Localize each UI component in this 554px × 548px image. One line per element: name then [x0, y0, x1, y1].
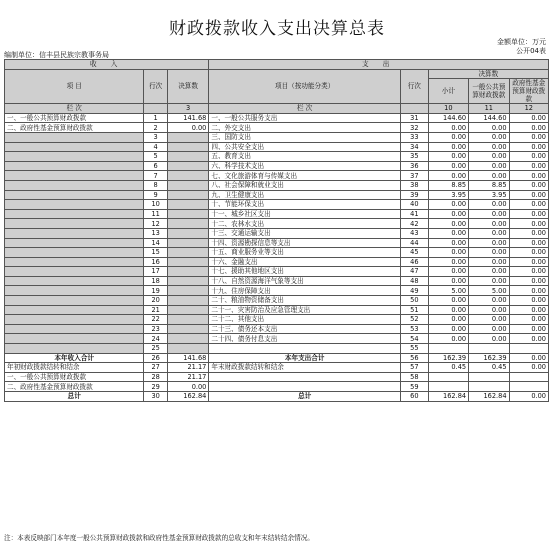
income-line-no: 2 — [144, 123, 167, 133]
expense-line-no: 58 — [400, 372, 428, 382]
expense-line-no: 54 — [400, 334, 428, 344]
expense-general-budget: 0.00 — [469, 219, 509, 229]
col-label-blank-2 — [400, 104, 428, 114]
project-header: 项 目 — [5, 69, 144, 104]
expense-general-budget: 0.00 — [469, 152, 509, 162]
subtotal-header: 小计 — [428, 79, 468, 104]
expense-gov-fund: 0.00 — [509, 257, 548, 267]
table-row — [5, 305, 549, 315]
expense-subtotal: 0.00 — [428, 219, 468, 229]
expense-subtotal: 162.39 — [428, 353, 468, 363]
income-amount — [167, 238, 209, 248]
expense-general-budget — [469, 382, 509, 392]
income-line-no: 16 — [144, 257, 167, 267]
expense-general-budget: 0.00 — [469, 315, 509, 325]
income-amount — [167, 276, 209, 286]
expense-subtotal: 0.00 — [428, 324, 468, 334]
expense-gov-fund: 0.00 — [509, 315, 548, 325]
expense-item-name: 八、社会保障和就业支出 — [209, 180, 401, 190]
expense-line-no: 48 — [400, 276, 428, 286]
income-line-no: 4 — [144, 142, 167, 152]
income-amount — [167, 142, 209, 152]
table-row — [5, 257, 549, 267]
gov-fund-header: 政府性基金预算财政拨款 — [509, 79, 548, 104]
table-row — [5, 228, 549, 238]
unit-info — [497, 38, 546, 56]
expense-line-no: 37 — [400, 171, 428, 181]
table-row — [5, 334, 549, 344]
table-row — [5, 180, 549, 190]
final-group-header: 决算数 — [428, 69, 548, 79]
income-item-name: 本年收入合计 — [5, 353, 144, 363]
footnote: 注：本表反映部门本年度一般公共预算财政拨款和政府性基金预算财政拨款的总收支和年末结转结余情况。 — [4, 534, 314, 542]
expense-general-budget: 0.00 — [469, 161, 509, 171]
expense-subtotal — [428, 344, 468, 354]
expense-subtotal: 0.00 — [428, 248, 468, 258]
expense-gov-fund: 0.00 — [509, 305, 548, 315]
table-row — [5, 344, 549, 354]
table-row — [5, 209, 549, 219]
expense-line-no: 40 — [400, 200, 428, 210]
table-row — [5, 200, 549, 210]
income-item-name — [5, 200, 144, 210]
income-line-no: 11 — [144, 209, 167, 219]
expense-item-name: 二十、粮油物资储备支出 — [209, 296, 401, 306]
expense-subtotal: 0.00 — [428, 334, 468, 344]
expense-gov-fund: 0.00 — [509, 180, 548, 190]
income-line-no: 19 — [144, 286, 167, 296]
income-amount: 0.00 — [167, 123, 209, 133]
expense-general-budget: 0.00 — [469, 257, 509, 267]
income-item-name: 年初财政拨款结转和结余 — [5, 363, 144, 373]
income-amount: 141.68 — [167, 353, 209, 363]
expense-gov-fund: 0.00 — [509, 353, 548, 363]
expense-general-budget: 0.00 — [469, 296, 509, 306]
table-row — [5, 248, 549, 258]
expense-subtotal: 0.00 — [428, 296, 468, 306]
income-line-no: 13 — [144, 228, 167, 238]
table-row — [5, 161, 549, 171]
expense-subtotal: 5.00 — [428, 286, 468, 296]
income-item-name — [5, 219, 144, 229]
expense-item-name: 二十三、债务还本支出 — [209, 324, 401, 334]
expense-item-name: 七、文化旅游体育与传媒支出 — [209, 171, 401, 181]
expense-subtotal — [428, 382, 468, 392]
income-line-no: 3 — [144, 132, 167, 142]
income-amount — [167, 344, 209, 354]
income-line-no: 17 — [144, 267, 167, 277]
expense-item-name: 十二、农林水支出 — [209, 219, 401, 229]
expense-gov-fund: 0.00 — [509, 123, 548, 133]
expense-subtotal: 0.00 — [428, 123, 468, 133]
income-line-no: 9 — [144, 190, 167, 200]
expense-general-budget: 0.00 — [469, 276, 509, 286]
income-item-name — [5, 296, 144, 306]
income-item-name — [5, 171, 144, 181]
expense-item-name: 二、外交支出 — [209, 123, 401, 133]
general-budget-header: 一般公共预算财政拨款 — [469, 79, 509, 104]
table-row — [5, 315, 549, 325]
table-row — [5, 353, 549, 363]
expense-line-no: 44 — [400, 238, 428, 248]
income-line-no: 18 — [144, 276, 167, 286]
income-amount — [167, 180, 209, 190]
finance-table — [4, 59, 549, 402]
income-line-no: 20 — [144, 296, 167, 306]
col-3: 3 — [167, 104, 209, 114]
table-row — [5, 392, 549, 402]
income-item-name — [5, 344, 144, 354]
expense-item-name: 十五、商业服务业等支出 — [209, 248, 401, 258]
income-amount — [167, 209, 209, 219]
income-amount — [167, 152, 209, 162]
expense-item-name: 十八、自然资源海洋气象等支出 — [209, 276, 401, 286]
income-amount: 21.17 — [167, 363, 209, 373]
table-row — [5, 152, 549, 162]
income-line-no: 12 — [144, 219, 167, 229]
table-number: 公开04表 — [516, 47, 546, 55]
income-item-name — [5, 180, 144, 190]
income-item-name: 一、一般公共预算财政拨款 — [5, 372, 144, 382]
income-amount — [167, 171, 209, 181]
expense-item-name: 二十一、灾害防治及应急管理支出 — [209, 305, 401, 315]
expense-general-budget: 0.00 — [469, 305, 509, 315]
expense-gov-fund: 0.00 — [509, 161, 548, 171]
expense-general-budget: 0.00 — [469, 228, 509, 238]
expense-general-budget: 0.00 — [469, 209, 509, 219]
income-line-no: 26 — [144, 353, 167, 363]
expense-item-name: 十七、援助其他地区支出 — [209, 267, 401, 277]
expense-gov-fund: 0.00 — [509, 219, 548, 229]
income-line-no: 27 — [144, 363, 167, 373]
table-row — [5, 382, 549, 392]
income-amount: 0.00 — [167, 382, 209, 392]
compiling-unit: 编制单位：信丰县民族宗教事务局 — [4, 51, 109, 59]
expense-subtotal: 3.95 — [428, 190, 468, 200]
final-amount-header: 决算数 — [167, 69, 209, 104]
income-item-name — [5, 257, 144, 267]
income-amount — [167, 132, 209, 142]
income-item-name — [5, 286, 144, 296]
expense-subtotal: 144.60 — [428, 113, 468, 123]
table-row — [5, 123, 549, 133]
income-line-no: 7 — [144, 171, 167, 181]
income-amount — [167, 200, 209, 210]
expense-item-name: 二十四、债务付息支出 — [209, 334, 401, 344]
expense-subtotal: 0.00 — [428, 228, 468, 238]
expense-general-budget: 0.00 — [469, 171, 509, 181]
expense-item-name: 六、科学技术支出 — [209, 161, 401, 171]
table-row — [5, 142, 549, 152]
expense-line-no: 45 — [400, 248, 428, 258]
expense-item-name: 三、国防支出 — [209, 132, 401, 142]
expense-item-name: 一、一般公共服务支出 — [209, 113, 401, 123]
expense-gov-fund: 0.00 — [509, 190, 548, 200]
expense-subtotal: 0.00 — [428, 315, 468, 325]
expense-subtotal: 0.45 — [428, 363, 468, 373]
expense-gov-fund: 0.00 — [509, 152, 548, 162]
expense-general-budget: 0.00 — [469, 132, 509, 142]
income-amount: 162.84 — [167, 392, 209, 402]
table-row — [5, 324, 549, 334]
income-item-name: 一、一般公共预算财政拨款 — [5, 113, 144, 123]
income-amount: 141.68 — [167, 113, 209, 123]
expense-general-budget: 0.00 — [469, 324, 509, 334]
expense-gov-fund: 0.00 — [509, 238, 548, 248]
income-item-name: 二、政府性基金预算财政拨款 — [5, 382, 144, 392]
expense-item-name: 十四、资源勘探信息等支出 — [209, 238, 401, 248]
income-item-name — [5, 152, 144, 162]
expense-subtotal: 162.84 — [428, 392, 468, 402]
expense-line-no: 43 — [400, 228, 428, 238]
expense-item-name — [209, 372, 401, 382]
expense-item-name: 十一、城乡社区支出 — [209, 209, 401, 219]
expense-gov-fund — [509, 372, 548, 382]
income-line-no: 14 — [144, 238, 167, 248]
table-row — [5, 363, 549, 373]
income-amount — [167, 315, 209, 325]
expense-general-budget — [469, 372, 509, 382]
expense-general-budget: 0.00 — [469, 248, 509, 258]
col-11: 11 — [469, 104, 509, 114]
income-line-no: 6 — [144, 161, 167, 171]
expense-item-name: 总计 — [209, 392, 401, 402]
expense-general-budget: 0.00 — [469, 123, 509, 133]
expense-item-name: 二十二、其他支出 — [209, 315, 401, 325]
income-line-no: 10 — [144, 200, 167, 210]
expense-item-name: 四、公共安全支出 — [209, 142, 401, 152]
expense-subtotal: 0.00 — [428, 142, 468, 152]
expense-line-no: 46 — [400, 257, 428, 267]
income-item-name: 二、政府性基金预算财政拨款 — [5, 123, 144, 133]
expense-item-name: 十三、交通运输支出 — [209, 228, 401, 238]
col-label-2: 栏 次 — [209, 104, 401, 114]
expense-line-no: 47 — [400, 267, 428, 277]
income-item-name: 总计 — [5, 392, 144, 402]
expense-item-name — [209, 382, 401, 392]
expense-general-budget: 162.84 — [469, 392, 509, 402]
table-row — [5, 171, 549, 181]
expense-general-budget: 144.60 — [469, 113, 509, 123]
income-line-no: 30 — [144, 392, 167, 402]
expense-general-budget: 0.00 — [469, 334, 509, 344]
expense-line-no: 56 — [400, 353, 428, 363]
income-item-name — [5, 228, 144, 238]
expense-general-budget — [469, 344, 509, 354]
income-line-no: 21 — [144, 305, 167, 315]
income-amount — [167, 228, 209, 238]
expense-gov-fund: 0.00 — [509, 209, 548, 219]
expense-item-name: 九、卫生健康支出 — [209, 190, 401, 200]
expense-gov-fund: 0.00 — [509, 113, 548, 123]
amount-unit: 金额单位：万元 — [497, 38, 546, 46]
income-item-name — [5, 190, 144, 200]
income-item-name — [5, 305, 144, 315]
income-line-no: 5 — [144, 152, 167, 162]
table-row — [5, 219, 549, 229]
expense-general-budget: 162.39 — [469, 353, 509, 363]
income-item-name — [5, 315, 144, 325]
expense-gov-fund: 0.00 — [509, 248, 548, 258]
expense-line-no: 41 — [400, 209, 428, 219]
expense-gov-fund: 0.00 — [509, 267, 548, 277]
expense-general-budget: 0.00 — [469, 200, 509, 210]
table-row — [5, 372, 549, 382]
expense-line-no: 59 — [400, 382, 428, 392]
income-amount — [167, 257, 209, 267]
expense-line-no: 53 — [400, 324, 428, 334]
income-item-name — [5, 161, 144, 171]
expense-line-no: 31 — [400, 113, 428, 123]
expense-item-name: 年末财政拨款结转和结余 — [209, 363, 401, 373]
expense-gov-fund: 0.00 — [509, 296, 548, 306]
project-func-header: 项目（按功能分类） — [209, 69, 401, 104]
income-amount — [167, 334, 209, 344]
income-line-no: 1 — [144, 113, 167, 123]
table-row — [5, 238, 549, 248]
line-no-header-2: 行次 — [400, 69, 428, 104]
col-10: 10 — [428, 104, 468, 114]
table-row — [5, 190, 549, 200]
income-line-no: 23 — [144, 324, 167, 334]
expense-gov-fund: 0.00 — [509, 228, 548, 238]
income-amount — [167, 248, 209, 258]
income-line-no: 28 — [144, 372, 167, 382]
expense-subtotal: 0.00 — [428, 209, 468, 219]
expense-gov-fund — [509, 344, 548, 354]
col-12: 12 — [509, 104, 548, 114]
expense-subtotal: 8.85 — [428, 180, 468, 190]
expense-line-no: 39 — [400, 190, 428, 200]
expense-item-name — [209, 344, 401, 354]
expense-item-name: 十、节能环保支出 — [209, 200, 401, 210]
expense-gov-fund: 0.00 — [509, 324, 548, 334]
income-item-name — [5, 209, 144, 219]
income-amount — [167, 324, 209, 334]
expense-line-no: 42 — [400, 219, 428, 229]
expense-subtotal: 0.00 — [428, 152, 468, 162]
expense-general-budget: 0.00 — [469, 142, 509, 152]
table-row — [5, 296, 549, 306]
expense-item-name: 五、教育支出 — [209, 152, 401, 162]
income-amount — [167, 286, 209, 296]
income-line-no: 25 — [144, 344, 167, 354]
table-row — [5, 267, 549, 277]
table-row — [5, 113, 549, 123]
expense-line-no: 49 — [400, 286, 428, 296]
income-line-no: 24 — [144, 334, 167, 344]
expense-line-no: 52 — [400, 315, 428, 325]
expense-subtotal: 0.00 — [428, 161, 468, 171]
table-row — [5, 286, 549, 296]
expense-gov-fund: 0.00 — [509, 200, 548, 210]
income-item-name — [5, 334, 144, 344]
expense-gov-fund: 0.00 — [509, 334, 548, 344]
expense-gov-fund: 0.00 — [509, 132, 548, 142]
expense-line-no: 32 — [400, 123, 428, 133]
line-no-header: 行次 — [144, 69, 167, 104]
income-amount — [167, 161, 209, 171]
expense-general-budget: 3.95 — [469, 190, 509, 200]
income-line-no: 22 — [144, 315, 167, 325]
report-title: 财政拨款收入支出决算总表 — [169, 19, 385, 39]
expense-gov-fund: 0.00 — [509, 142, 548, 152]
expense-gov-fund: 0.00 — [509, 276, 548, 286]
expense-subtotal: 0.00 — [428, 200, 468, 210]
expense-item-name: 十九、住房保障支出 — [209, 286, 401, 296]
income-item-name — [5, 248, 144, 258]
expense-general-budget: 5.00 — [469, 286, 509, 296]
table-row — [5, 276, 549, 286]
income-item-name — [5, 238, 144, 248]
income-line-no: 8 — [144, 180, 167, 190]
income-amount — [167, 296, 209, 306]
expense-line-no: 35 — [400, 152, 428, 162]
expense-item-name: 本年支出合计 — [209, 353, 401, 363]
expense-subtotal: 0.00 — [428, 132, 468, 142]
expense-line-no: 33 — [400, 132, 428, 142]
expense-line-no: 36 — [400, 161, 428, 171]
expense-general-budget: 0.00 — [469, 238, 509, 248]
expense-general-budget: 8.85 — [469, 180, 509, 190]
expense-gov-fund: 0.00 — [509, 363, 548, 373]
expense-gov-fund — [509, 382, 548, 392]
income-amount — [167, 305, 209, 315]
expense-item-name: 十六、金融支出 — [209, 257, 401, 267]
expense-line-no: 50 — [400, 296, 428, 306]
income-amount: 21.17 — [167, 372, 209, 382]
col-label-blank — [144, 104, 167, 114]
income-amount — [167, 267, 209, 277]
expense-line-no: 34 — [400, 142, 428, 152]
expense-gov-fund: 0.00 — [509, 286, 548, 296]
expense-line-no: 38 — [400, 180, 428, 190]
income-item-name — [5, 267, 144, 277]
expense-gov-fund: 0.00 — [509, 392, 548, 402]
expense-subtotal: 0.00 — [428, 276, 468, 286]
income-item-name — [5, 132, 144, 142]
income-item-name — [5, 276, 144, 286]
expense-general-budget: 0.45 — [469, 363, 509, 373]
income-item-name — [5, 324, 144, 334]
expense-subtotal: 0.00 — [428, 257, 468, 267]
income-line-no: 29 — [144, 382, 167, 392]
expense-subtotal: 0.00 — [428, 267, 468, 277]
table-row — [5, 132, 549, 142]
income-amount — [167, 219, 209, 229]
expense-line-no: 55 — [400, 344, 428, 354]
col-label: 栏 次 — [5, 104, 144, 114]
expense-section-header: 支 出 — [209, 60, 549, 70]
expense-subtotal: 0.00 — [428, 171, 468, 181]
income-section-header: 收 入 — [5, 60, 209, 70]
expense-subtotal: 0.00 — [428, 238, 468, 248]
expense-line-no: 51 — [400, 305, 428, 315]
expense-gov-fund: 0.00 — [509, 171, 548, 181]
income-amount — [167, 190, 209, 200]
expense-line-no: 60 — [400, 392, 428, 402]
income-item-name — [5, 142, 144, 152]
expense-general-budget: 0.00 — [469, 267, 509, 277]
expense-line-no: 57 — [400, 363, 428, 373]
expense-subtotal — [428, 372, 468, 382]
expense-subtotal: 0.00 — [428, 305, 468, 315]
income-line-no: 15 — [144, 248, 167, 258]
